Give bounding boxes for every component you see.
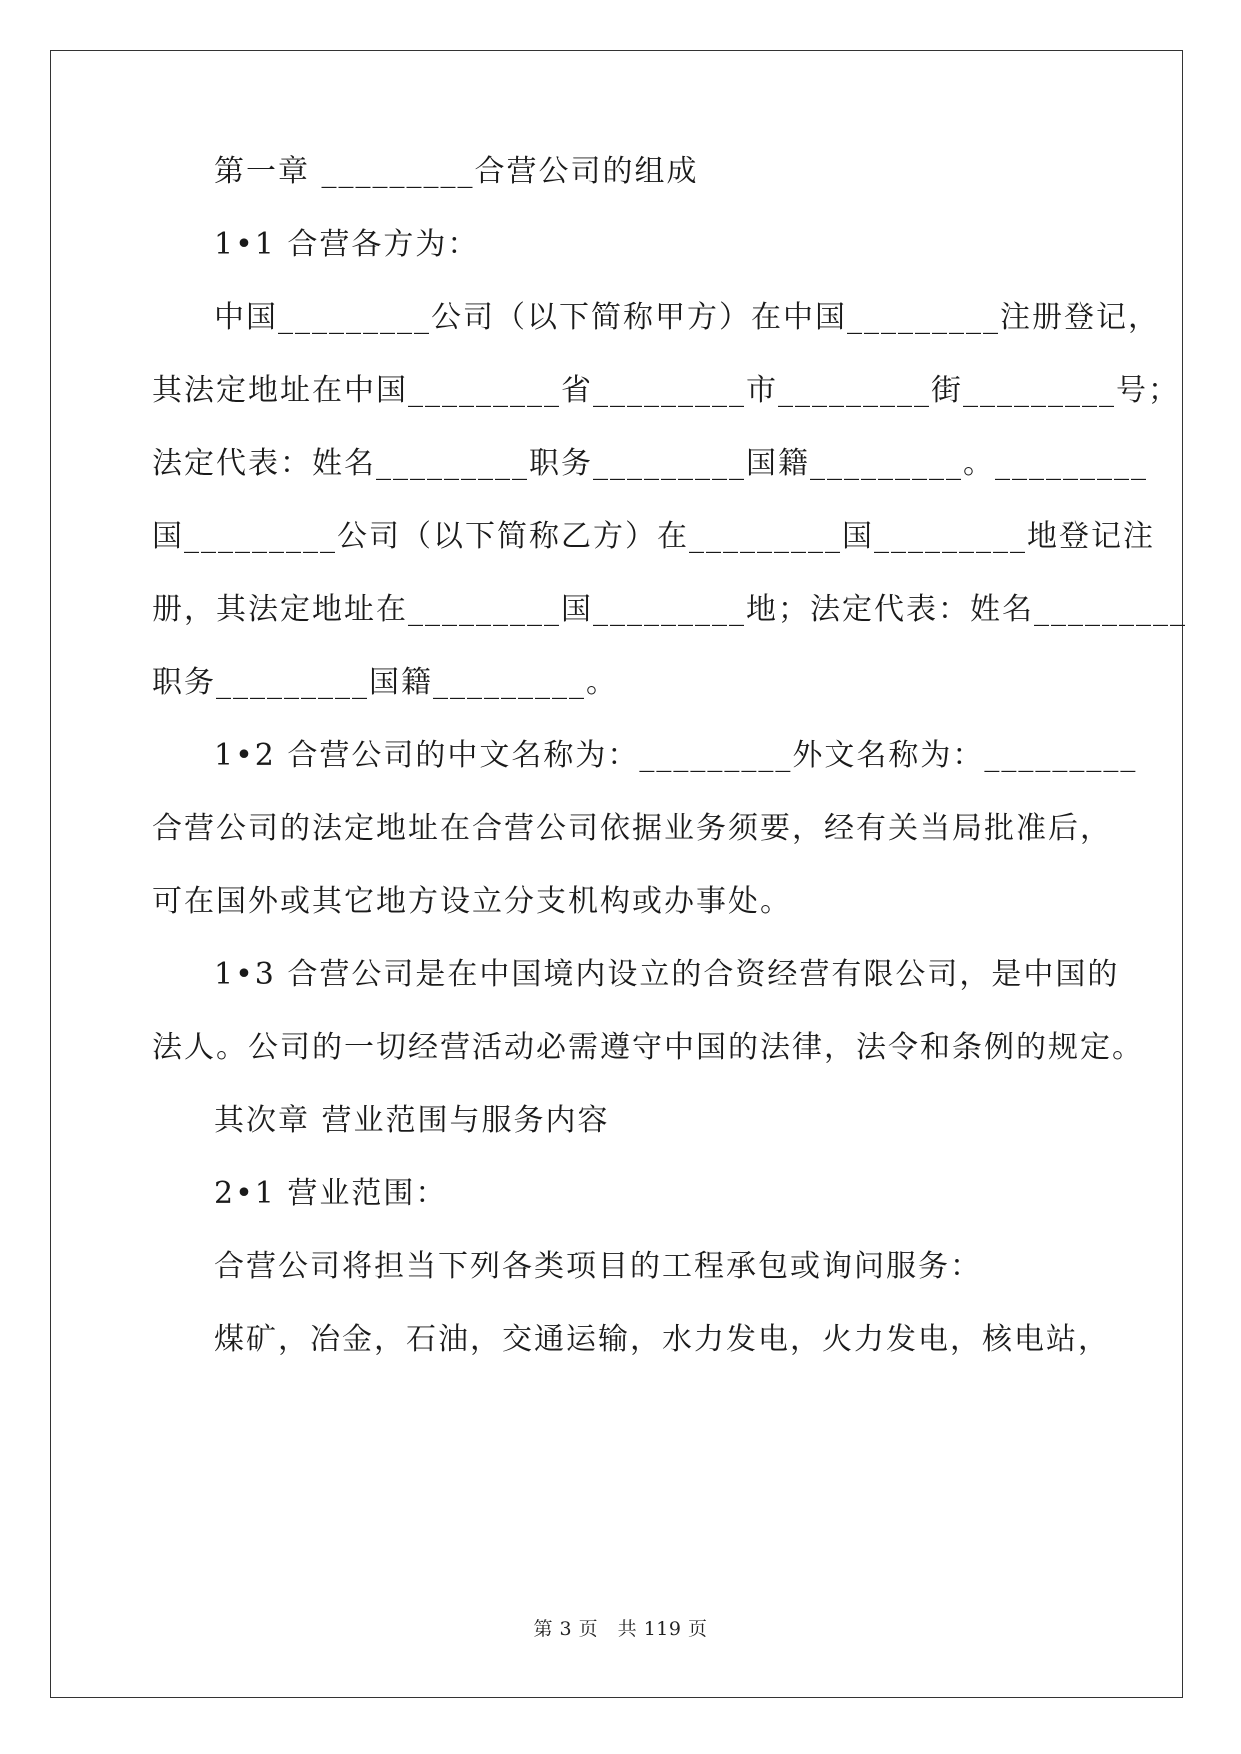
clause-2-1-heading: 2•1 营业范围： <box>214 1176 448 1211</box>
text-line: 合营公司的法定地址在合营公司依据业务须要，经有关当局批准后， <box>152 811 1112 846</box>
chapter-2-heading: 其次章 营业范围与服务内容 <box>214 1103 610 1138</box>
clause-1-3-line: 1•3 合营公司是在中国境内设立的合资经营有限公司，是中国的 <box>214 957 1120 992</box>
text-line: 册，其法定地址在_________国_________地；法定代表：姓名_________ <box>152 592 1187 627</box>
clause-1-2-line: 1•2 合营公司的中文名称为：_________外文名称为：_________ <box>214 738 1138 773</box>
text-line: 法人。公司的一切经营活动必需遵守中国的法律，法令和条例的规定。 <box>152 1030 1144 1065</box>
text-line: 职务_________国籍_________。 <box>152 665 618 700</box>
text-line: 中国_________公司（以下简称甲方）在中国_________注册登记， <box>214 300 1160 335</box>
page-number: 第 3 页 共 119 页 <box>533 1618 708 1640</box>
chapter-1-heading: 第一章 _________合营公司的组成 <box>214 154 699 189</box>
text-line: 其法定地址在中国_________省_________市_________街_________号； <box>152 373 1180 408</box>
text-line: 合营公司将担当下列各类项目的工程承包或询问服务： <box>214 1249 982 1284</box>
text-line: 法定代表：姓名_________职务_________国籍_________。_________ <box>152 446 1148 481</box>
clause-1-1-heading: 1•1 合营各方为： <box>214 227 480 262</box>
text-line: 国_________公司（以下简称乙方）在_________国_________地登记注 <box>152 519 1155 554</box>
text-line: 煤矿，冶金，石油，交通运输，水力发电，火力发电，核电站， <box>214 1322 1110 1357</box>
text-line: 可在国外或其它地方设立分支机构或办事处。 <box>152 884 792 919</box>
